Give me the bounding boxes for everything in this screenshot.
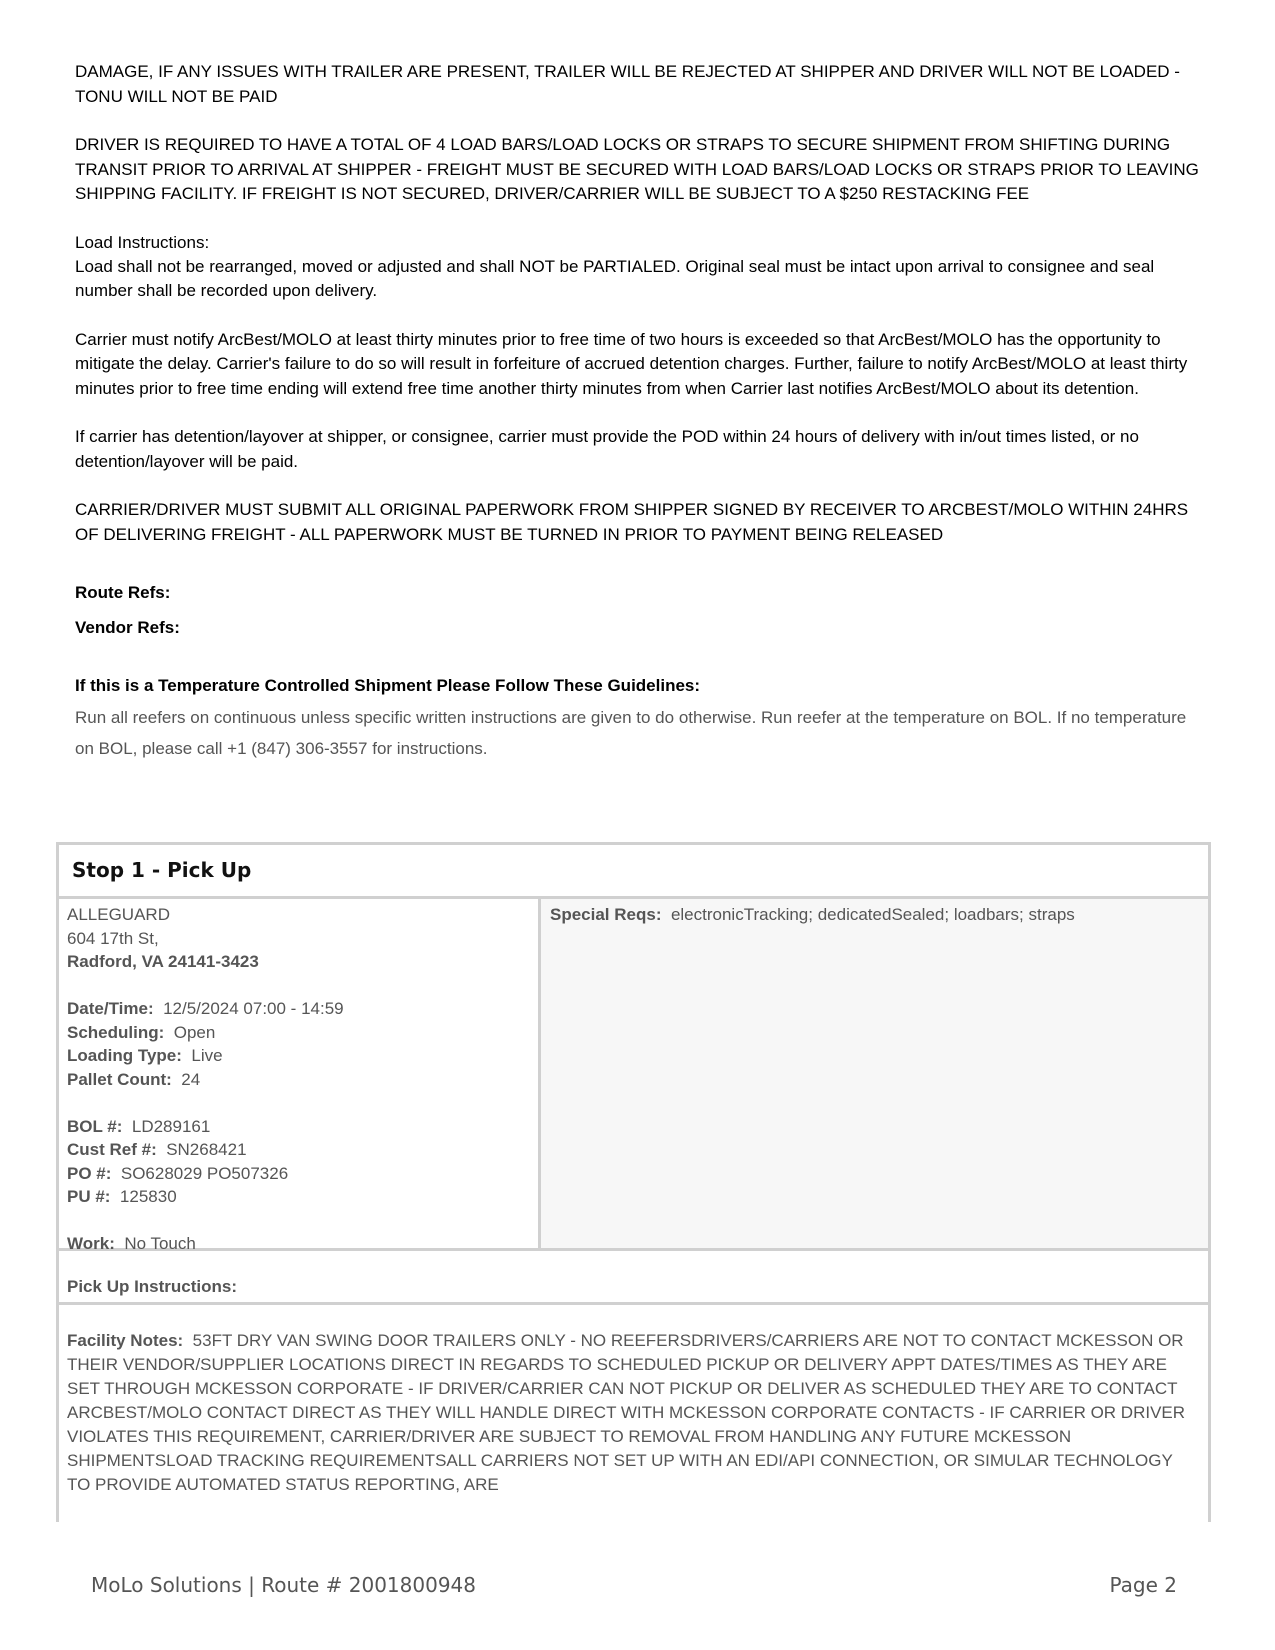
facility-notes-text: 53FT DRY VAN SWING DOOR TRAILERS ONLY - NO REEFERSDRIVERS/CARRIERS ARE NOT TO CONTACT MCKESSON OR THEIR VENDOR/SUPPLIER LOCATIONS DIRECT IN REGARDS TO SCHEDULED PICKUP OR DELIVERY APPT DATES/TIMES AS THEY ARE SET THROUGH MCKESSON CORPORATE - IF DRIVER/CARRIER CAN NOT PICKUP OR DELIVER AS SCHEDULED THEY ARE TO CONTACT ARCBEST/MOLO CONTACT DIRECT AS THEY WILL HANDLE DIRECT WITH MCKESSON CORPORATE CONTACTS - IF CARRIER OR DRIVER VIOLATES THIS REQUIREMENT, CARRIER/DRIVER ARE SUBJECT TO REMOVAL FROM HANDLING ANY FUTURE MCKESSON SHIPMENTSLOAD TRACKING REQUIREMENTSALL CARRIERS NOT SET UP WITH AN EDI/API CONNECTION, OR SIMULAR TECHNOLOGY TO PROVIDE AUTOMATED STATUS REPORTING, ARE: [67, 1331, 1186, 1494]
load-instructions: [75, 231, 1205, 304]
page-footer: [91, 1573, 1177, 1597]
footer-page-number: Page 2: [1109, 1573, 1177, 1597]
pallet-row: [67, 1068, 530, 1092]
stop-name: ALLEGUARD: [67, 905, 170, 924]
detention-paragraph: If carrier has detention/layover at shipper, or consignee, carrier must provide the POD within 24 hours of delivery with in/out times listed, or no detention/layover will be paid.: [75, 427, 1139, 471]
stop-details: [59, 899, 541, 1253]
stop-body: [59, 899, 1208, 1251]
stop-city: Radford, VA 24141-3423: [67, 952, 259, 971]
stop-panel: [56, 842, 1211, 1522]
pallet-value: 24: [181, 1069, 201, 1089]
scheduling-row: [67, 1021, 530, 1045]
facility-notes-label: Facility Notes:: [67, 1331, 184, 1350]
pickup-instructions-label: Pick Up Instructions:: [59, 1251, 1208, 1305]
damage-paragraph: DAMAGE, IF ANY ISSUES WITH TRAILER ARE PRESENT, TRAILER WILL BE REJECTED AT SHIPPER AND DRIVER WILL NOT BE LOADED - TONU WILL NOT BE PAID: [75, 62, 1180, 106]
loadbars-paragraph: DRIVER IS REQUIRED TO HAVE A TOTAL OF 4 LOAD BARS/LOAD LOCKS OR STRAPS TO SECURE SHIPMENT FROM SHIFTING DURING TRANSIT PRIOR TO ARRIVAL AT SHIPPER - FREIGHT MUST BE SECURED WITH LOAD BARS/LOAD LOCKS OR STRAPS PRIOR TO LEAVING SHIPPING FACILITY. IF FREIGHT IS NOT SECURED, DRIVER/CARRIER WILL BE SUBJECT TO A $250 RESTACKING FEE: [75, 135, 1199, 203]
work-label: Work:: [67, 1234, 115, 1253]
custref-row: [67, 1138, 530, 1162]
stop-title: Stop 1 - Pick Up: [59, 845, 1208, 899]
bol-value: LD289161: [131, 1116, 211, 1136]
work-row: [67, 1232, 530, 1256]
notify-paragraph: Carrier must notify ArcBest/MOLO at least thirty minutes prior to free time of two hours is exceeded so that ArcBest/MOLO has the opportunity to mitigate the delay. Carrier's failure to do so will result in forfeiture of accrued detention charges. Further, failure to notify ArcBest/MOLO at least thirty minutes prior to free time ending will extend free time another thirty minutes from when Carrier last notifies ArcBest/MOLO about its detention.: [75, 329, 1188, 398]
po-label: PO #:: [67, 1163, 112, 1183]
vendor-refs: Vendor Refs:: [75, 618, 180, 637]
bol-row: [67, 1115, 530, 1139]
pallet-label: Pallet Count:: [67, 1069, 172, 1089]
special-reqs: [541, 899, 1208, 1248]
pu-value: 125830: [119, 1187, 177, 1206]
special-reqs-value: electronicTracking; dedicatedSealed; loadbars; straps: [670, 905, 1075, 924]
facility-notes: [59, 1305, 1208, 1497]
stop-street: 604 17th St,: [67, 928, 159, 948]
temperature-heading: If this is a Temperature Controlled Shipment Please Follow These Guidelines:: [75, 676, 701, 695]
po-row: [67, 1162, 530, 1186]
custref-label: Cust Ref #:: [67, 1140, 157, 1159]
pu-label: PU #:: [67, 1187, 111, 1206]
datetime-row: [67, 997, 530, 1021]
refs-section: [75, 581, 1205, 640]
datetime-value: 12/5/2024 07:00 - 14:59: [163, 999, 344, 1018]
po-value: SO628029 PO507326: [120, 1163, 289, 1183]
work-value: No Touch: [124, 1234, 196, 1253]
route-refs: Route Refs:: [75, 583, 171, 602]
temperature-text: Run all reefers on continuous unless specific written instructions are given to do otherwise. Run reefer at the temperature on BOL. If no temperature on BOL, please call +1 (847) 306-3557 for instructions.: [75, 708, 1187, 758]
terms-section: [75, 60, 1205, 764]
footer-route: MoLo Solutions | Route # 2001800948: [91, 1573, 476, 1597]
pu-row: [67, 1185, 530, 1209]
load-instructions-text: Load shall not be rearranged, moved or adjusted and shall NOT be PARTIALED. Original seal must be intact upon arrival to consignee and seal number shall be recorded upon delivery.: [75, 256, 1155, 300]
scheduling-label: Scheduling:: [67, 1022, 165, 1042]
custref-value: SN268421: [166, 1140, 247, 1159]
paperwork-paragraph: CARRIER/DRIVER MUST SUBMIT ALL ORIGINAL PAPERWORK FROM SHIPPER SIGNED BY RECEIVER TO ARCBEST/MOLO WITHIN 24HRS OF DELIVERING FREIGHT - ALL PAPERWORK MUST BE TURNED IN PRIOR TO PAYMENT BEING RELEASED: [75, 500, 1189, 544]
loading-row: [67, 1044, 530, 1068]
loading-value: Live: [191, 1046, 223, 1065]
load-instructions-label: Load Instructions:: [75, 232, 210, 252]
scheduling-value: Open: [173, 1022, 216, 1042]
datetime-label: Date/Time:: [67, 999, 154, 1018]
bol-label: BOL #:: [67, 1116, 123, 1136]
special-reqs-label: Special Reqs:: [550, 905, 662, 924]
loading-label: Loading Type:: [67, 1046, 182, 1065]
